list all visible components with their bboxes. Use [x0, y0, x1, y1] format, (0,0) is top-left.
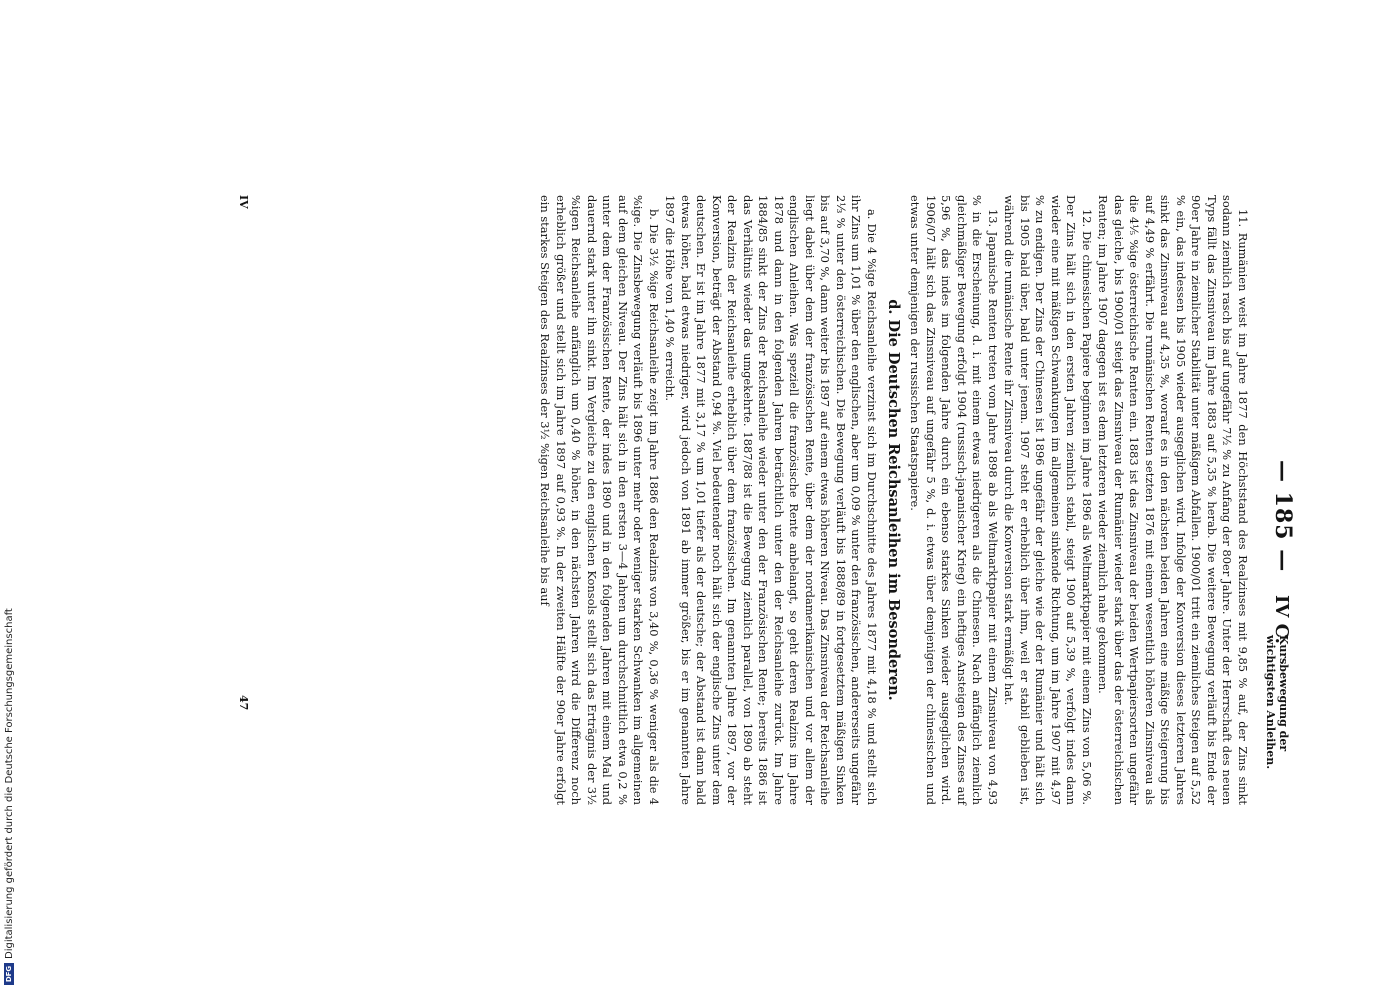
paragraph-china: 12. Die chinesischen Papiere beginnen im Jahre 1896 als Weltmarktpapier mit einem Zins von 5,06 %. Der Zins hält sich in den ersten Jahren ziemlich stabil, steigt 1900 auf 5,39 %, verfolgt indes dann wieder eine mit mäßigen Schwankungen im allgemeinen sinkende Richtung, um im Jahre 1907 mit 4,97 % zu endigen. Der Zins der Chinesen ist 1896 ungefähr der gleiche wie der der Rumänier und hält sich bis 1905 bald über, bald unter jenem. 1907 steht er erheblich über ihm, weil er stabil geblieben ist, während die rumänische Rente ihr Zinsniveau durch die Konversion stark ermäßigt hat. — [1002, 195, 1094, 805]
paragraph-rumaenien: 11. Rumänien weist im Jahre 1877 den Höchststand des Realzinses mit 9,85 % auf, der Zins sinkt sodann ziemlich rasch bis auf ungefähr 7½ % zu Anfang der 80er Jahre. Unter der Herrschaft des neuen Typs fällt das Zinsniveau im Jahre 1883 auf 5,35 % herab. Die weitere Bewegung verläuft bis Ende der 90er Jahre in ziemlicher Stabilität unter mäßigem Abfallen. 1900/01 tritt ein ziemliches Steigen auf 5,52 % ein, das indessen bis 1905 wieder ausgeglichen wird. Infolge der Konversion dieses letzteren Jahres sinkt das Zinsniveau auf 4,35 %, worauf es in den nächsten beiden Jahren eine mäßige Steigerung bis auf 4,49 % erfährt. Die rumänischen Renten setzten 1876 mit einem wesentlich höheren Zinsniveau als die 4⅕ %ige österreichische Renten ein. 1883 ist das Zinsniveau der beiden Wertpapiersorten ungefähr das gleiche, bis 1900/01 steigt das Zinsniveau der Rumänier wieder stark über das der österreichischen Renten; im Jahre 1907 dagegen ist es dem letzteren wieder ziemlich nahe gekommen. — [1096, 195, 1250, 805]
paragraph-reichsanleihe-3-5: b. Die 3½ %ige Reichsanleihe zeigt im Jahre 1886 den Realzins von 3,40 %, 0,36 % weniger als die 4 %ige. Die Zinsbewegung verläuft bis 1896 unter mehr oder weniger starken Schwanken im allgemeinen auf dem gleichen Niveau. Der Zins hält sich in den ersten 3—4 Jahren um durchschnittlich etwa 0,2 % unter dem der Französischen Rente, der indes 1890 und in den folgenden Jahren mit einem Mal und dauernd stark unter ihn sinkt. Im Vergleiche zu den englischen Konsols stellt sich das Erträgnis der 3½ %igen Reichsanleihe anfänglich um 0,40 % höher, in den nächsten Jahren wird die Differenz noch erheblich größer und stellt sich im Jahre 1897 auf 0,93 %. In der zweiten Hälfte der 90er Jahre erfolgt ein starkes Steigen des Realzinses der 3½ %igen Reichsanleihe bis auf — [538, 195, 661, 805]
section-label: IV C. — [1271, 595, 1292, 644]
section-title: Kursbewegung der wichtigsten Anleihen. — [1264, 635, 1290, 770]
section-heading: d. Die Deutschen Reichsanleihen im Besonderen. — [885, 299, 902, 701]
page-body — [536, 195, 1250, 805]
book-page — [180, 195, 1296, 805]
signature-mark-left: IV — [237, 195, 250, 209]
paragraph-reichsanleihe-4: a. Die 4 %ige Reichsanleihe verzinst sich im Durchschnitte des Jahres 1877 mit 4,18 % und stellt sich ihr Zins um 1,01 % über den englischen, aber um 0,09 % unter den französischen, andererseits ungefähr 2⅓ % unter den österreichischen. Die Bewegung verläuft bis 1888/89 in fortgesetztem mäßigen Sinken bis auf 3,70 %, dann weiter bis 1897 auf einem etwas höheren Niveau. Das Zinsniveau der Reichsanleihe liegt dabei über dem der französischen Rente, über dem der nordamerikanischen und vor allem der englischen Anleihen. Was speziell die französische Rente anbelangt, so geht deren Realzins im Jahre 1878 und dann in den folgenden Jahren beträchtlich unter den der Reichsanleihe zurück. Im Jahre 1884/85 sinkt der Zins der Reichsanleihe wieder unter den der Französischen Rente; bereits 1886 ist das Verhältnis wieder das umgekehrte. 1887/88 ist die Bewegung ziemlich parallel, von 1890 ab steht der Realzins der Reichsanleihe erheblich über dem französischen. Im genannten Jahre 1897, vor der Konversion, beträgt der Abstand 0,94 %. Viel bedeutender noch hält sich der englische Zins unter dem deutschen. Er ist im Jahre 1877 mit 3,17 % um 1,01 tiefer als der deutsche; der Abstand ist dann bald etwas höher, bald etwas niedriger, wird jedoch von 1891 ab immer größer, bis er im genannten Jahre 1897 die Höhe von 1,40 % erreicht. — [663, 195, 879, 805]
signature-mark-right: 47 — [237, 695, 250, 711]
digitization-credit — [3, 605, 17, 985]
page-header — [1250, 195, 1296, 805]
credit-text: Digitalisierung gefördert durch die Deutsche Forschungsgemeinschaft — [4, 608, 15, 959]
page-number: — 185 — — [1270, 460, 1296, 573]
dfg-logo-icon: DFG — [4, 963, 14, 985]
page-footer — [230, 195, 250, 805]
paragraph-japan: 13. Japanische Renten treten vom Jahre 1898 ab als Weltmarktpapier mit einem Zinsniveau von 4,93 % in die Erscheinung, d. i. mit einem etwas niedrigeren als die Chinesen. Nach anfänglich ziemlich gleichmäßiger Bewegung erfolgt 1904 (russisch-japanischer Krieg) ein heftiges Ansteigen des Zinses auf 5,96 %, das indes im folgenden Jahre durch ein ebenso starkes Sinken wieder ausgeglichen wird. 1906/07 hält sich das Zinsniveau auf ungefähr 5 %, d. i. etwas über demjenigen der chinesischen und etwas unter demjenigen der russischen Staatspapiere. — [908, 195, 1000, 805]
